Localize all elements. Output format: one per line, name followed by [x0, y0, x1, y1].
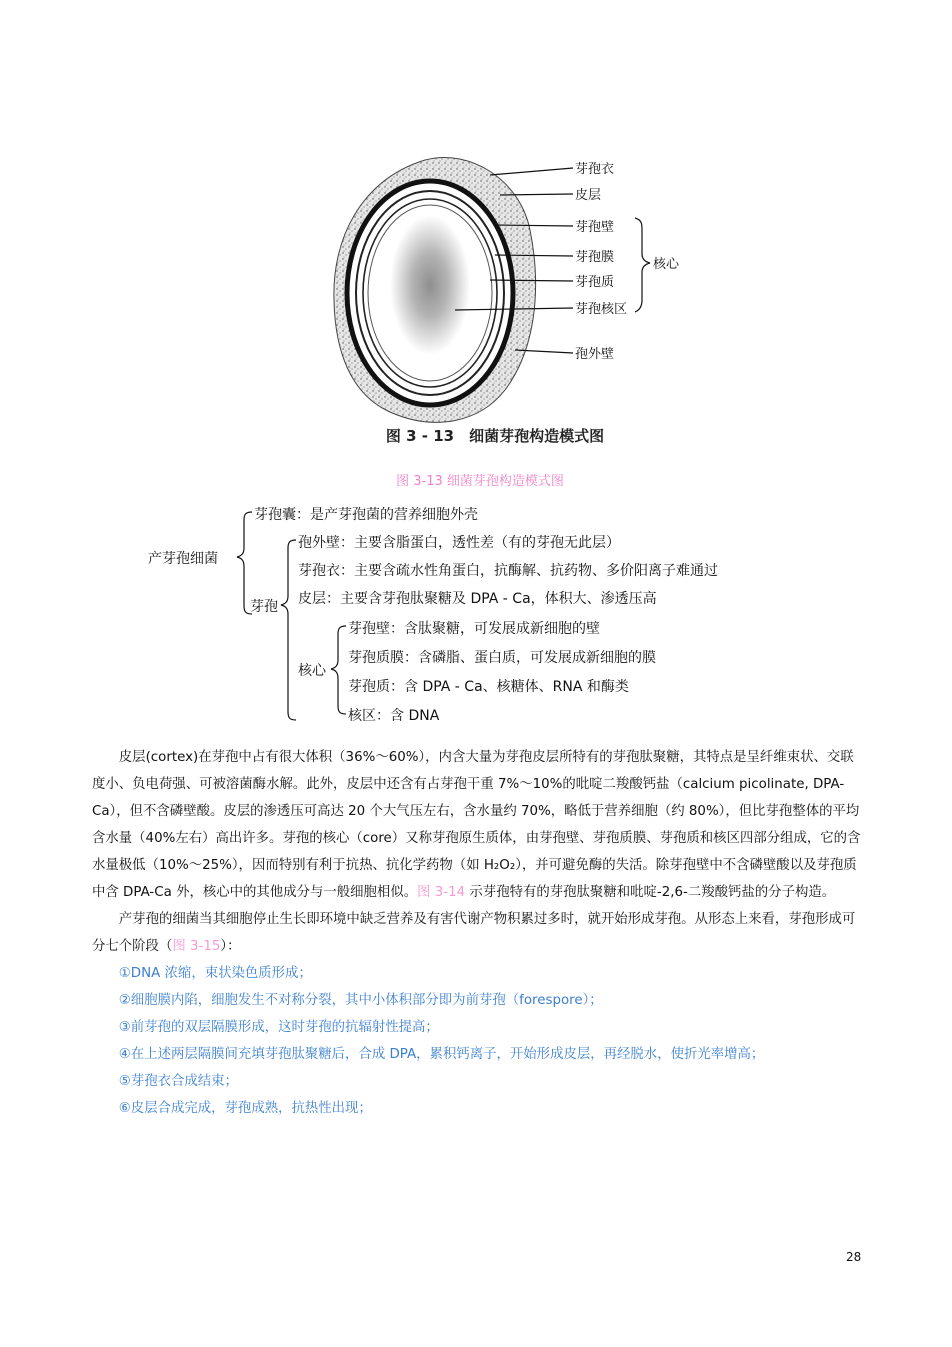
- tree-coat: 芽孢衣：主要含疏水性角蛋白，抗酶解、抗药物、多价阳离子难通过: [298, 563, 718, 579]
- paragraph-cortex: [92, 744, 862, 906]
- paragraph-sporulation-text: 产芽孢的细菌当其细胞停止生长即环境中缺乏营养及有害代谢产物积累过多时，就开始形成芽孢。从形态上来看，芽孢形成可分七个阶段（: [92, 912, 856, 954]
- tree-wall: 芽孢壁：含肽聚糖，可发展成新细胞的壁: [348, 621, 600, 637]
- tree-plasm: 芽孢质：含 DPA - Ca、核糖体、RNA 和酶类: [348, 679, 629, 695]
- label-spore-wall: 芽孢壁: [575, 220, 615, 235]
- label-cortex: 皮层: [575, 188, 602, 203]
- tree-spore: 芽孢: [250, 599, 278, 615]
- label-core: 核心: [653, 257, 680, 272]
- label-exosporium: 孢外壁: [575, 347, 615, 362]
- paragraph-sporulation-text-end: ）：: [220, 939, 241, 954]
- figure-3-15-link[interactable]: 图 3-15: [172, 939, 221, 954]
- tree-exosporium: 孢外壁：主要含脂蛋白，透性差（有的芽孢无此层）: [298, 535, 620, 551]
- spore-structure-figure: [330, 150, 690, 450]
- spore-structure-tree: [140, 500, 820, 730]
- page-number: 28: [846, 1250, 862, 1264]
- body-text: [92, 744, 862, 1122]
- figure-caption-link[interactable]: 图 3-13 细菌芽孢构造模式图: [396, 474, 564, 489]
- paragraph-cortex-text-end: 示芽孢特有的芽孢肽聚糖和吡啶-2,6-二羧酸钙盐的分子构造。: [465, 885, 836, 900]
- tree-sporangium: 芽孢囊：是产芽孢菌的营养细胞外壳: [254, 507, 478, 523]
- step-item: ④在上述两层隔膜间充填芽孢肽聚糖后，合成 DPA，累积钙离子，开始形成皮层，再经脱水，使折光率增高；: [118, 1047, 765, 1062]
- nucleoid-shape: [390, 215, 470, 355]
- label-nucleoid: 芽孢核区: [575, 302, 628, 317]
- sporulation-steps: [92, 960, 862, 1122]
- paragraph-sporulation: [92, 906, 862, 960]
- tree-root: 产芽孢细菌: [148, 551, 218, 567]
- paragraph-cortex-text: 皮层(cortex)在芽孢中占有很大体积（36%～60%），内含大量为芽孢皮层所特有的芽孢肽聚糖，其特点是呈纤维束状、交联度小、负电荷强、可被溶菌酶水解。此外，皮层中还含有占芽孢干重 7%～10%的吡啶二羧酸钙盐（calcium picolinate, DPA-Ca），但不含磷壁酸。皮层的渗透压可高达 20 个大气压左右，含水量约 70%，略低于营养细胞（约 80%），但比芽孢整体的平均含水量（40%左右）高出许多。芽孢的核心（core）又称芽孢原生质体，由芽孢壁、芽孢质膜、芽孢质和核区四部分组成，它的含水量极低（10%～25%），因而特别有利于抗热、抗化学药物（如 H₂O₂），并可避免酶的失活。除芽孢壁中不含磷壁酸以及芽孢质中含 DPA-Ca 外，核心中的其他成分与一般细胞相似。: [92, 750, 861, 900]
- label-spore-membrane: 芽孢膜: [575, 250, 615, 265]
- step-item: ⑤芽孢衣合成结束；: [118, 1074, 238, 1089]
- step-item: ②细胞膜内陷，细胞发生不对称分裂，其中小体积部分即为前芽孢（forespore）；: [118, 993, 603, 1008]
- tree-membrane: 芽孢质膜：含磷脂、蛋白质，可发展成新细胞的膜: [348, 650, 656, 666]
- step-item: ①DNA 浓缩，束状染色质形成；: [118, 966, 312, 981]
- tree-cortex: 皮层：主要含芽孢肽聚糖及 DPA - Ca，体积大、渗透压高: [298, 591, 657, 607]
- step-item: ⑥皮层合成完成，芽孢成熟，抗热性出现；: [118, 1101, 372, 1116]
- tree-nucleoid: 核区：含 DNA: [348, 708, 440, 724]
- figure-3-14-link[interactable]: 图 3-14: [417, 885, 466, 900]
- spore-diagram: [330, 150, 690, 430]
- label-spore-coat: 芽孢衣: [575, 162, 615, 177]
- figure-caption: 图 3 - 13 细菌芽孢构造模式图: [385, 427, 605, 445]
- step-item: ③前芽孢的双层隔膜形成，这时芽孢的抗辐射性提高；: [118, 1020, 439, 1035]
- label-spore-plasm: 芽孢质: [575, 275, 615, 290]
- tree-core: 核心: [298, 663, 326, 679]
